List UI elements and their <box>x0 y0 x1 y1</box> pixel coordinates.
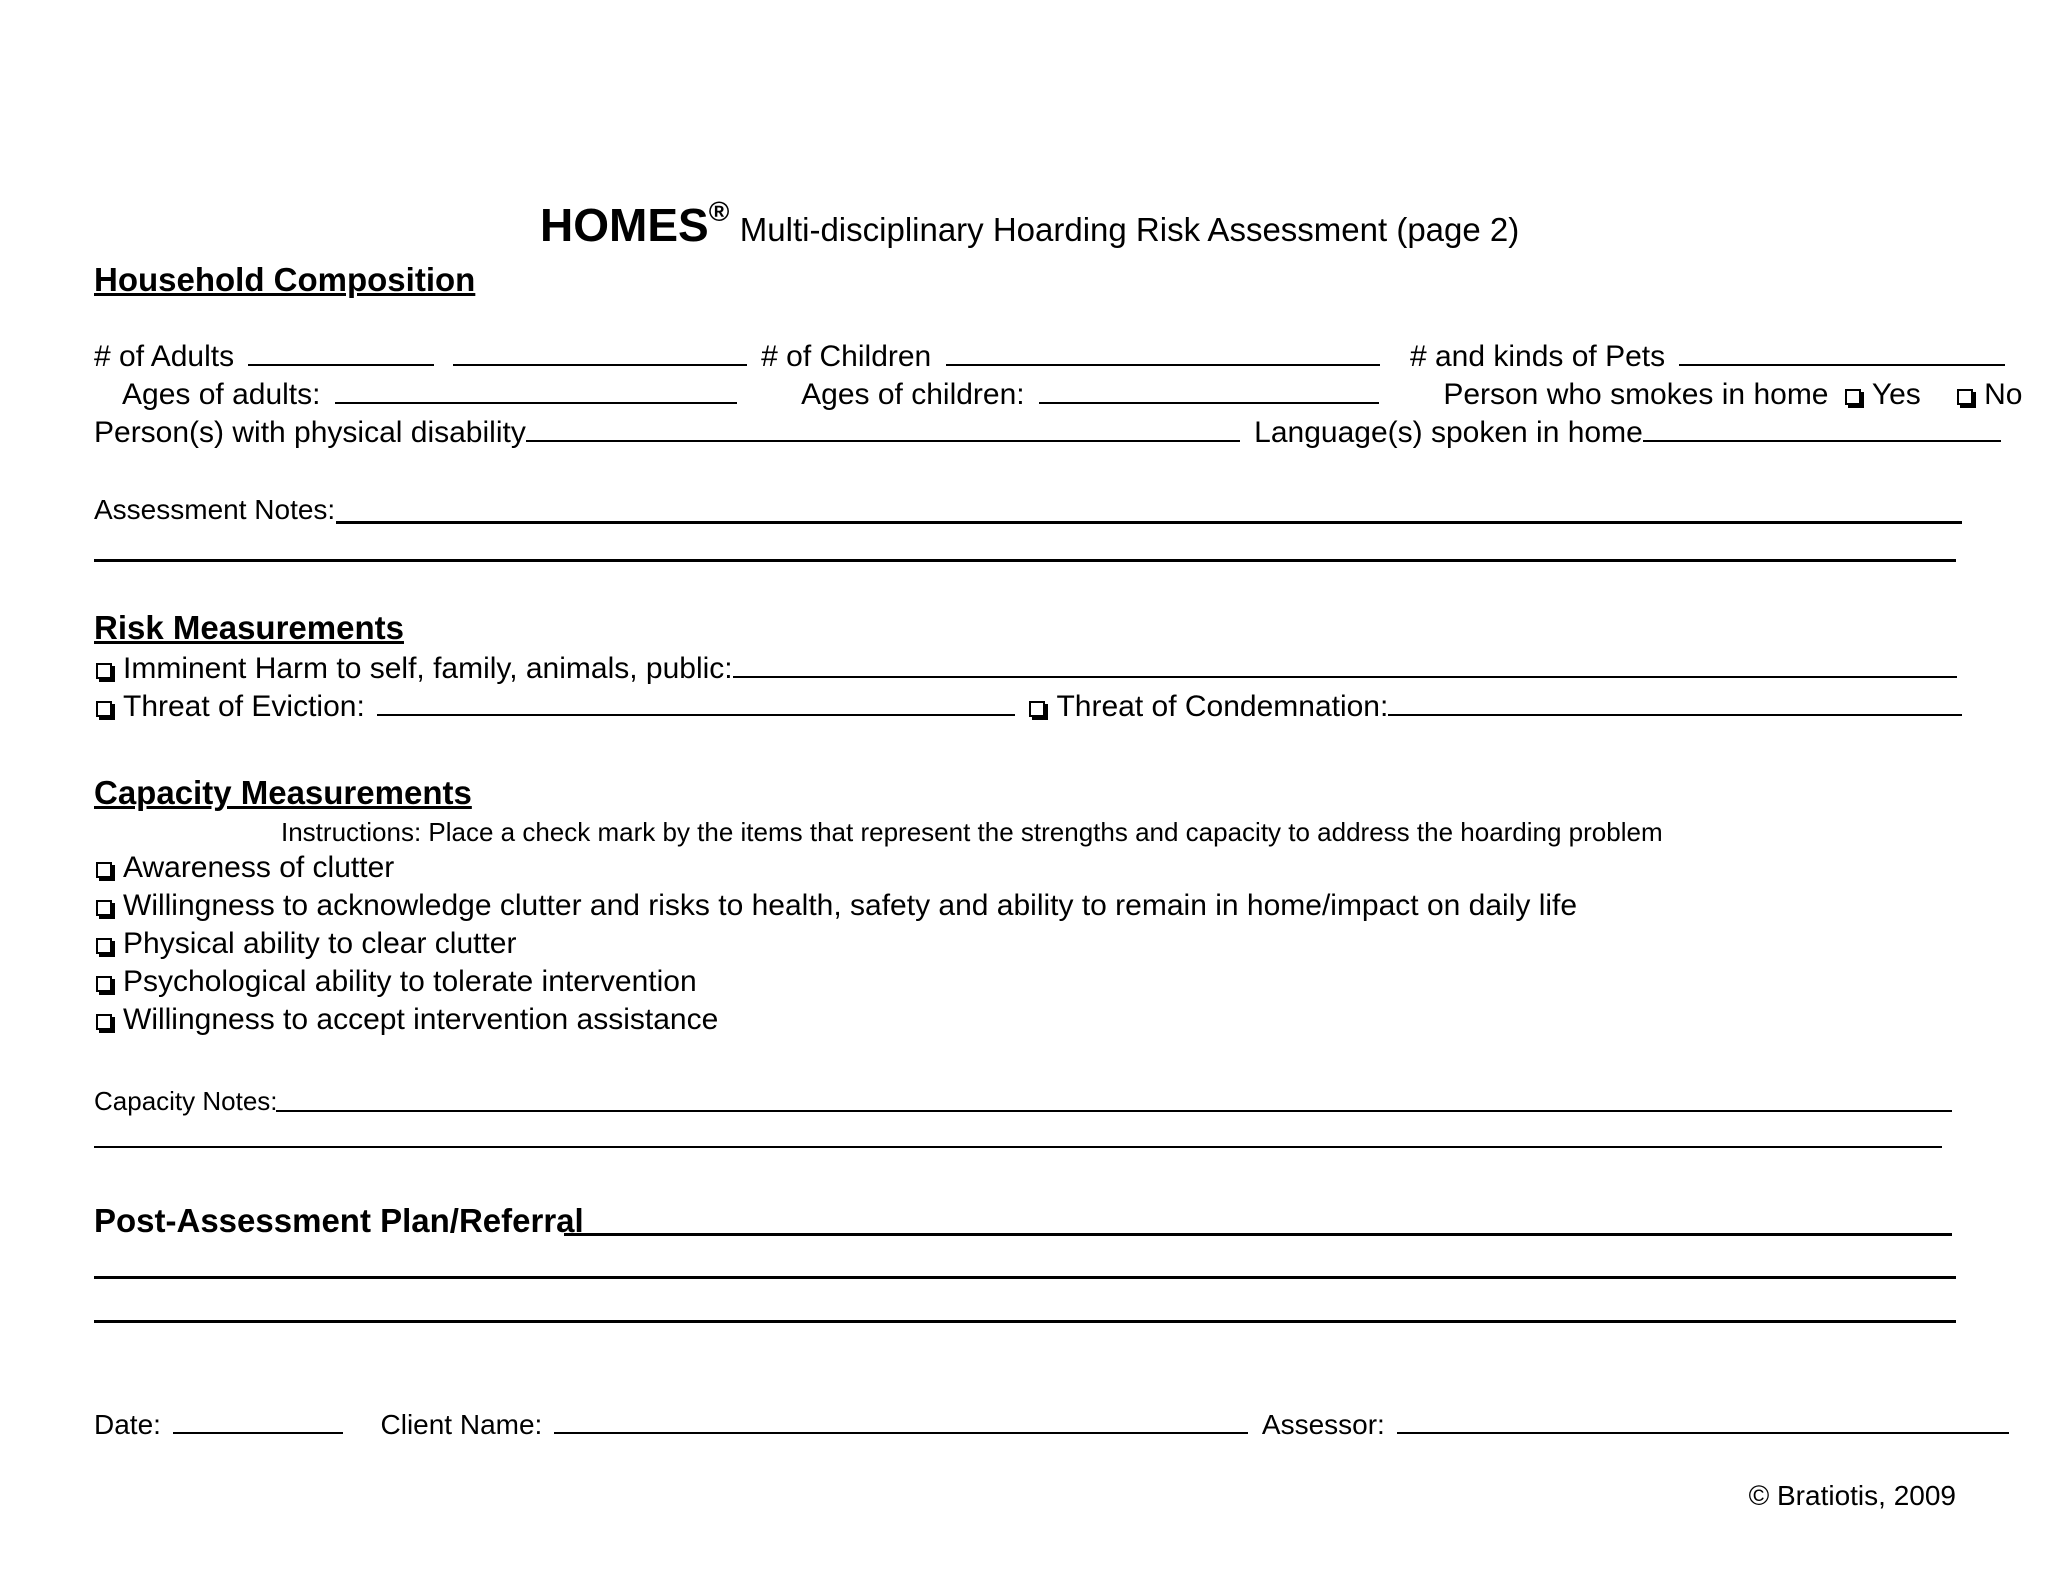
capacity-checkbox[interactable] <box>96 862 112 878</box>
condemnation-field[interactable] <box>1388 713 1962 716</box>
ages-children-label: Ages of children: <box>801 378 1025 411</box>
capacity-notes-line-2[interactable] <box>94 1146 1942 1148</box>
disability-label: Person(s) with physical disability <box>94 416 526 449</box>
assessment-notes-line-1[interactable] <box>336 521 1962 524</box>
smoker-yes-checkbox[interactable] <box>1845 389 1861 405</box>
capacity-checkbox[interactable] <box>96 1014 112 1030</box>
household-heading: Household Composition <box>94 261 476 298</box>
assessment-notes-label: Assessment Notes: <box>94 494 336 525</box>
children-field[interactable] <box>946 363 1380 366</box>
plan-heading: Post-Assessment Plan/Referral <box>94 1202 584 1239</box>
adults-field-extra[interactable] <box>453 363 747 366</box>
date-label: Date: <box>94 1409 161 1440</box>
capacity-item <box>96 929 517 959</box>
capacity-checkbox[interactable] <box>96 900 112 916</box>
capacity-item-label: Psychological ability to tolerate intervention <box>123 965 697 998</box>
footer-row <box>94 1411 2009 1439</box>
smoker-no-label: No <box>1984 378 2023 411</box>
title-subtitle: Multi-disciplinary Hoarding Risk Assessment (page 2) <box>739 211 1520 248</box>
imminent-harm-label: Imminent Harm to self, family, animals, public: <box>123 652 733 685</box>
capacity-item <box>96 967 697 997</box>
plan-line-1[interactable] <box>564 1233 1952 1236</box>
ages-adults-label: Ages of adults: <box>122 378 321 411</box>
title-brand: HOMES <box>540 199 709 251</box>
eviction-checkbox[interactable] <box>96 701 112 717</box>
date-field[interactable] <box>173 1431 343 1434</box>
capacity-notes-line-1[interactable] <box>276 1110 1952 1112</box>
capacity-instructions: Instructions: Place a check mark by the items that represent the strengths and capacity to address the hoarding problem <box>281 817 1663 847</box>
smoker-no-checkbox[interactable] <box>1957 389 1973 405</box>
copyright: © Bratiotis, 2009 <box>1748 1480 1956 1511</box>
capacity-item-label: Willingness to accept intervention assistance <box>123 1003 719 1036</box>
language-field[interactable] <box>1643 439 2001 442</box>
capacity-item-label: Physical ability to clear clutter <box>123 927 517 960</box>
children-label: # of Children <box>761 340 932 373</box>
client-name-label: Client Name: <box>380 1409 543 1440</box>
client-name-field[interactable] <box>554 1431 1248 1434</box>
language-label: Language(s) spoken in home <box>1254 416 1643 449</box>
pets-label: # and kinds of Pets <box>1409 340 1666 373</box>
capacity-notes-label: Capacity Notes: <box>94 1086 278 1116</box>
household-row-1 <box>94 342 2005 372</box>
smoker-label: Person who smokes in home <box>1443 378 1829 411</box>
capacity-checkbox[interactable] <box>96 976 112 992</box>
household-row-2 <box>122 380 2023 410</box>
risk-heading: Risk Measurements <box>94 609 404 646</box>
adults-label: # of Adults <box>94 340 235 373</box>
capacity-item-label: Awareness of clutter <box>123 851 395 884</box>
condemnation-label: Threat of Condemnation: <box>1056 690 1389 723</box>
assessor-field[interactable] <box>1397 1431 2009 1434</box>
condemnation-checkbox[interactable] <box>1029 701 1045 717</box>
adults-field[interactable] <box>248 363 434 366</box>
household-row-3 <box>94 418 2001 448</box>
capacity-checkbox[interactable] <box>96 938 112 954</box>
capacity-item-label: Willingness to acknowledge clutter and risks to health, safety and ability to remain in home/impact on daily life <box>123 889 1578 922</box>
risk-row-2 <box>96 692 1962 722</box>
capacity-item <box>96 1005 718 1035</box>
assessor-label: Assessor: <box>1261 1409 1385 1440</box>
pets-field[interactable] <box>1679 363 2005 366</box>
capacity-item <box>96 891 1577 921</box>
disability-field[interactable] <box>526 439 1240 442</box>
smoker-yes-label: Yes <box>1871 378 1921 411</box>
imminent-harm-field[interactable] <box>733 675 1957 678</box>
eviction-label: Threat of Eviction: <box>123 690 365 723</box>
risk-row-1 <box>96 654 1957 684</box>
assessment-notes-line-2[interactable] <box>94 559 1956 562</box>
capacity-heading: Capacity Measurements <box>94 774 472 811</box>
plan-line-2[interactable] <box>94 1276 1956 1279</box>
ages-children-field[interactable] <box>1039 401 1379 404</box>
title-reg-mark: ® <box>708 196 730 227</box>
capacity-item <box>96 853 394 883</box>
imminent-harm-checkbox[interactable] <box>96 663 112 679</box>
ages-adults-field[interactable] <box>335 401 737 404</box>
eviction-field[interactable] <box>377 713 1015 716</box>
page-title <box>540 196 1520 251</box>
plan-line-3[interactable] <box>94 1320 1956 1323</box>
